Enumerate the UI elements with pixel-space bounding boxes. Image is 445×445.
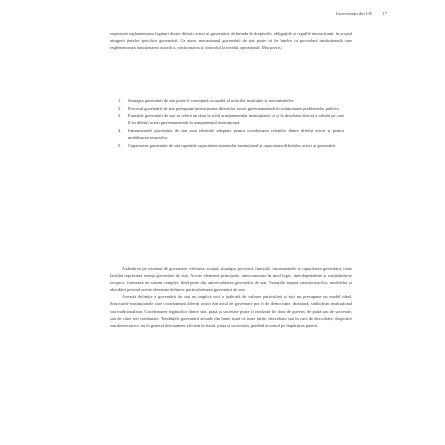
running-header-title: Guvernanța din UE [335, 11, 372, 16]
list-item [118, 127, 344, 141]
list-item-number: 5. [118, 142, 122, 148]
paragraph-block-2 [110, 265, 352, 329]
paragraph-3: Această definiție a guvernării de stat nu implică nici o judecată de valoare particulară și nici nu presupune un model ideal. Structurile instituționale care coordonează diferiți actori din actul de guvernare pot fi de democrație, dictatură, simbolism instituțional sau tradiționalism. Coordonarea legăturilor dintre stat, piață și societate poate fi realizată fie doar de guvern, de piață sau de societate, sau de către trei combinate. Tendințele guvernării actuale din lume arată că toate țările, dezvoltate sau în curs de dezvoltare, despotice sau democratice, au în general devotament eficient la statul, piața și societatea, punând accentul pe împărțirea puterii. [110, 294, 352, 328]
paragraph-block-1 [110, 30, 352, 51]
list-item [118, 112, 344, 126]
list-item-number: 2. [118, 105, 122, 111]
list-item-number: 4. [118, 128, 122, 134]
paragraph-2: Axându-se pe sistemul de guvernare, valoarea, scopul, strategia, procesul, funcțiile, instrumentele și capacitatea guvernării, toate laolaltă reprezintă esența guvernării de stat. Aceste elemente principale, interconectate în mod logic, interdependente și susținându-se reciproc, formează un sistem complet, fiind parte din universalitatea guvernării de stat. Variațiile asupra caracteristicilor, modelelor și abordării privind aceste elemente definesc particularitatea guvernării de stat. [110, 266, 352, 293]
list-item-text: Funcțiile guvernării de stat se referă nu doar la rolul aranjamentului instituțional, ci și la derularea directă a rolului pe care îl au diferiți actori guvernamentali în aranjamentul instituțional. [128, 113, 344, 126]
list-item-text: Procesul guvernării de stat presupune interacțiunea diferiților actori guvernamentali în soluționarea problemelor publice. [128, 105, 340, 111]
list-item-number: 1. [118, 98, 122, 103]
list-item-text: Strategia guvernării de stat poate fi concepută ca model al actorilor instituției și mecanismelor. [128, 98, 295, 103]
list-item-text: Instrumentele guvernării de stat sunt tehnicile adoptate pentru coordonarea relațiilor dintre diferiți actori și pentru mobilizarea resurselor. [128, 128, 344, 141]
list-item [118, 97, 344, 104]
list-item [118, 142, 344, 149]
list-item-number: 3. [118, 113, 122, 119]
page-number: 17 [382, 11, 387, 16]
list-item-text: Capacitatea guvernării de stat cuprinde capacitatea sistemului instituțional și capacitatea diferiților actori ai guvernării. [128, 142, 337, 148]
paragraph-1: reprezintă reglementarea legături dintre diferiți actori ai guvernării, definindu-le drepturile, obligațiile și regulile interacțiunii, în scopul atingerii țintelor specifice guvernării. Ca atare, mecanismul guvernării de stat poate să fie înțeles ca procedură instituțională care reglementează funcționarea actorilor, conformarea și controlul la nivelul operațional. Mai precis: [110, 31, 352, 51]
numbered-list [118, 97, 344, 150]
running-header [0, 8, 445, 20]
list-item [118, 105, 344, 112]
